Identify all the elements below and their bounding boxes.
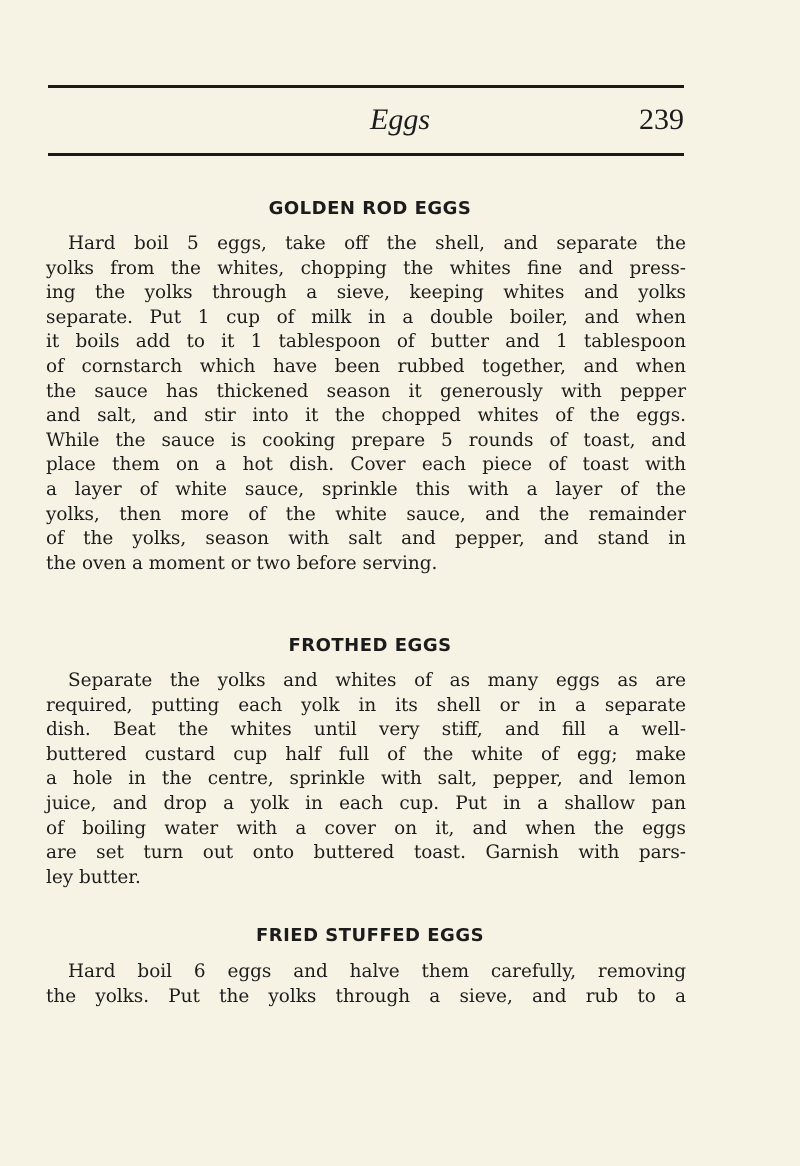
text-line: buttered custard cup half full of the white of egg; make — [46, 743, 686, 765]
text-line: required, putting each yolk in its shell or in a separate — [46, 694, 686, 716]
page-number: 239 — [639, 103, 684, 136]
text-line: dish. Beat the whites until very stiff, and fill a well- — [46, 719, 686, 741]
text-line: Hard boil 5 eggs, take off the shell, and separate the — [68, 233, 686, 254]
text-line: While the sauce is cooking prepare 5 rounds of toast, and — [46, 429, 686, 451]
recipe-body-fried-stuffed-eggs — [46, 960, 686, 1009]
text-line: the sauce has thickened season it generously with pepper — [46, 380, 686, 402]
text-line: a hole in the centre, sprinkle with salt, pepper, and lemon — [46, 768, 686, 790]
text-line: separate. Put 1 cup of milk in a double boiler, and when — [46, 306, 686, 328]
text-line: the oven a moment or two before serving. — [46, 552, 438, 574]
text-line: and salt, and stir into it the chopped whites of the eggs. — [46, 405, 686, 427]
header-bottom-rule — [48, 153, 684, 156]
text-line: of the yolks, season with salt and pepper, and stand in — [46, 528, 686, 550]
text-line: yolks, then more of the white sauce, and the remainder — [46, 503, 686, 525]
text-line: Hard boil 6 eggs and halve them carefully, removing — [68, 961, 686, 982]
text-line: the yolks. Put the yolks through a sieve, and rub to a — [46, 985, 686, 1007]
text-line: place them on a hot dish. Cover each piece of toast with — [46, 454, 686, 476]
text-line: of cornstarch which have been rubbed together, and when — [46, 355, 686, 377]
recipe-title-fried-stuffed-eggs: FRIED STUFFED EGGS — [255, 925, 485, 946]
recipe-title-frothed-eggs: FROTHED EGGS — [288, 635, 452, 656]
text-line: of boiling water with a cover on it, and when the eggs — [46, 817, 686, 839]
text-line: a layer of white sauce, sprinkle this with a layer of the — [46, 478, 686, 500]
text-line: yolks from the whites, chopping the whites fine and press- — [46, 257, 686, 279]
recipe-title-golden-rod-eggs: GOLDEN ROD EGGS — [268, 198, 472, 219]
recipe-body-golden-rod-eggs — [46, 232, 686, 576]
text-line: ley butter. — [46, 866, 141, 888]
text-line: juice, and drop a yolk in each cup. Put in a shallow pan — [46, 792, 686, 814]
text-line: it boils add to it 1 tablespoon of butter and 1 tablespoon — [46, 331, 686, 353]
running-title: Eggs — [370, 103, 430, 136]
recipe-body-frothed-eggs — [46, 669, 686, 890]
text-line: are set turn out onto buttered toast. Garnish with pars- — [46, 842, 686, 864]
header-top-rule — [48, 85, 684, 88]
text-line: Separate the yolks and whites of as many eggs as are — [68, 670, 686, 691]
text-line: ing the yolks through a sieve, keeping whites and yolks — [46, 282, 686, 304]
